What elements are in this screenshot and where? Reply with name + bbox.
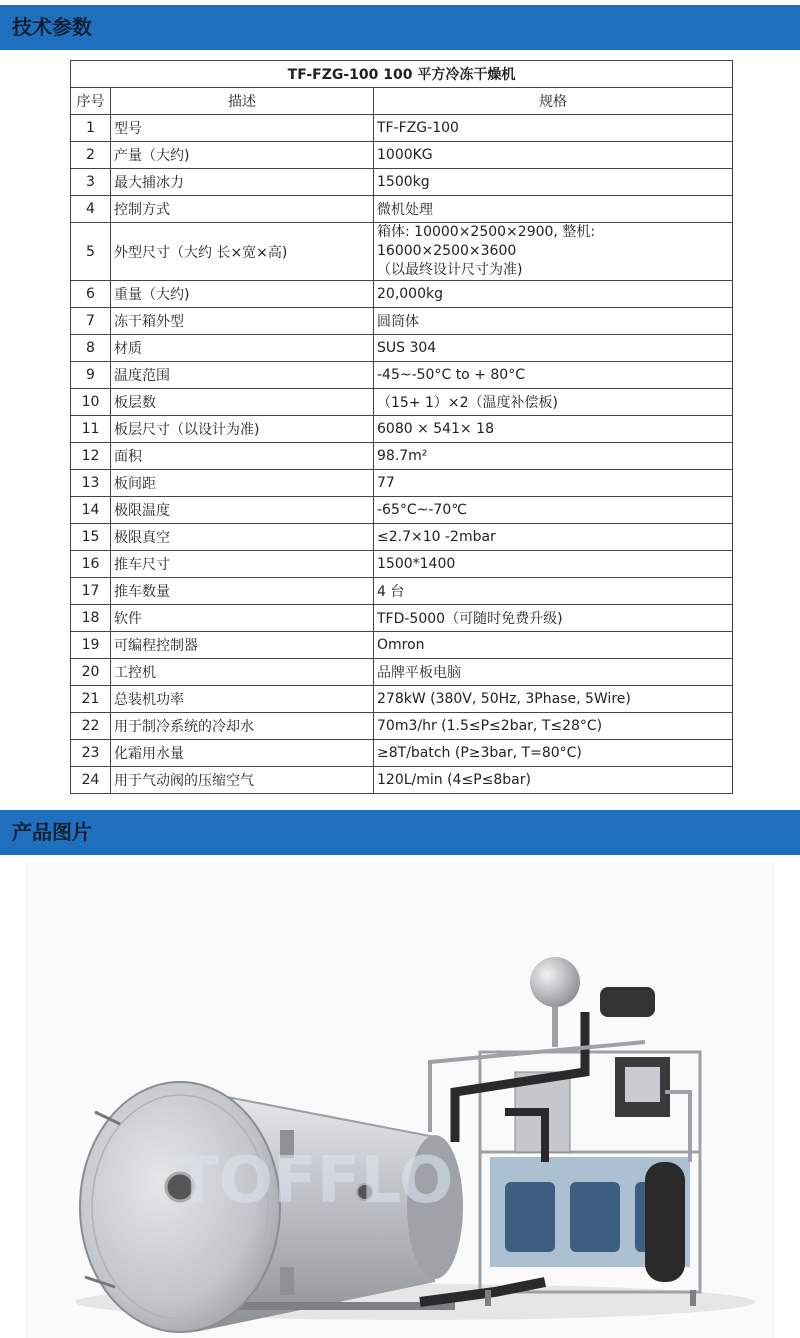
row-description: 用于制冷系统的冷却水	[111, 713, 374, 740]
table-row	[71, 115, 733, 142]
row-number: 12	[71, 443, 111, 470]
row-spec: SUS 304	[374, 335, 733, 362]
row-number: 7	[71, 308, 111, 335]
row-spec: Omron	[374, 632, 733, 659]
row-description: 外型尺寸（大约 长×宽×高)	[111, 223, 374, 281]
row-description: 型号	[111, 115, 374, 142]
row-spec	[374, 223, 733, 281]
table-row	[71, 605, 733, 632]
row-number: 3	[71, 169, 111, 196]
freeze-dryer-illustration	[25, 862, 775, 1338]
row-description: 最大捕冰力	[111, 169, 374, 196]
row-description: 总装机功率	[111, 686, 374, 713]
row-description: 控制方式	[111, 196, 374, 223]
table-row	[71, 524, 733, 551]
row-number: 22	[71, 713, 111, 740]
row-description: 用于气动阀的压缩空气	[111, 767, 374, 794]
row-spec: 77	[374, 470, 733, 497]
row-description: 极限真空	[111, 524, 374, 551]
row-description: 产量（大约)	[111, 142, 374, 169]
table-row	[71, 281, 733, 308]
table-row	[71, 470, 733, 497]
row-spec-line: 箱体: 10000×2500×2900, 整机: 16000×2500×3600	[377, 224, 596, 259]
row-spec: 微机处理	[374, 196, 733, 223]
row-description: 板层数	[111, 389, 374, 416]
row-number: 17	[71, 578, 111, 605]
row-spec: ≥8T/batch (P≥3bar, T=80°C)	[374, 740, 733, 767]
compressor-1	[505, 1182, 555, 1252]
table-row	[71, 308, 733, 335]
row-number: 4	[71, 196, 111, 223]
compressor-2	[570, 1182, 620, 1252]
row-spec-note: （以最终设计尺寸为准)	[377, 262, 523, 278]
row-number: 1	[71, 115, 111, 142]
row-number: 13	[71, 470, 111, 497]
table-row	[71, 740, 733, 767]
row-description: 极限温度	[111, 497, 374, 524]
row-number: 8	[71, 335, 111, 362]
row-number: 23	[71, 740, 111, 767]
row-number: 16	[71, 551, 111, 578]
row-spec: TFD-5000（可随时免费升级)	[374, 605, 733, 632]
row-spec: 20,000kg	[374, 281, 733, 308]
row-description: 推车数量	[111, 578, 374, 605]
table-row	[71, 713, 733, 740]
row-number: 15	[71, 524, 111, 551]
row-spec: 圆筒体	[374, 308, 733, 335]
row-description: 材质	[111, 335, 374, 362]
table-row	[71, 169, 733, 196]
row-number: 21	[71, 686, 111, 713]
row-description: 板层尺寸（以设计为准)	[111, 416, 374, 443]
row-spec: 1500kg	[374, 169, 733, 196]
row-description: 工控机	[111, 659, 374, 686]
product-photo	[25, 862, 775, 1338]
header-desc: 描述	[111, 88, 374, 115]
row-spec: ≤2.7×10 -2mbar	[374, 524, 733, 551]
table-row	[71, 632, 733, 659]
table-row	[71, 578, 733, 605]
row-number: 24	[71, 767, 111, 794]
row-spec: -65°C~-70℃	[374, 497, 733, 524]
section-header-specs	[0, 5, 800, 50]
watermark-logo: TOFFLO	[175, 1144, 454, 1218]
row-description: 面积	[111, 443, 374, 470]
row-description: 重量（大约)	[111, 281, 374, 308]
table-row	[71, 767, 733, 794]
header-no: 序号	[71, 88, 111, 115]
section-title: 技术参数	[12, 15, 92, 39]
receiver-tank	[645, 1162, 685, 1282]
table-row	[71, 142, 733, 169]
row-spec: 98.7m²	[374, 443, 733, 470]
row-spec: 6080 × 541× 18	[374, 416, 733, 443]
table-row	[71, 362, 733, 389]
row-spec: 278kW (380V, 50Hz, 3Phase, 5Wire)	[374, 686, 733, 713]
row-number: 5	[71, 223, 111, 281]
row-number: 18	[71, 605, 111, 632]
row-number: 11	[71, 416, 111, 443]
spec-table	[70, 60, 733, 794]
row-spec: 1000KG	[374, 142, 733, 169]
table-row	[71, 416, 733, 443]
table-row	[71, 497, 733, 524]
row-description: 可编程控制器	[111, 632, 374, 659]
row-spec: -45~-50°C to + 80°C	[374, 362, 733, 389]
row-spec: 70m3/hr (1.5≤P≤2bar, T≤28°C)	[374, 713, 733, 740]
row-number: 6	[71, 281, 111, 308]
header-spec: 规格	[374, 88, 733, 115]
row-spec: （15+ 1）×2（温度补偿板)	[374, 389, 733, 416]
row-spec: 品牌平板电脑	[374, 659, 733, 686]
row-description: 温度范围	[111, 362, 374, 389]
row-spec: 120L/min (4≤P≤8bar)	[374, 767, 733, 794]
table-row	[71, 389, 733, 416]
table-row	[71, 659, 733, 686]
section-title: 产品图片	[12, 820, 92, 844]
row-number: 10	[71, 389, 111, 416]
table-row	[71, 551, 733, 578]
row-description: 推车尺寸	[111, 551, 374, 578]
row-number: 14	[71, 497, 111, 524]
table-row	[71, 223, 733, 281]
table-row	[71, 686, 733, 713]
top-vessel	[530, 957, 580, 1007]
row-spec: 1500*1400	[374, 551, 733, 578]
row-description: 板间距	[111, 470, 374, 497]
table-header-row	[71, 88, 733, 115]
table-row	[71, 443, 733, 470]
table-row	[71, 196, 733, 223]
pump-motor	[600, 987, 655, 1017]
row-description: 软件	[111, 605, 374, 632]
row-description: 冻干箱外型	[111, 308, 374, 335]
row-number: 2	[71, 142, 111, 169]
row-spec: TF-FZG-100	[374, 115, 733, 142]
table-row	[71, 335, 733, 362]
row-number: 9	[71, 362, 111, 389]
row-number: 20	[71, 659, 111, 686]
row-spec: 4 台	[374, 578, 733, 605]
row-description: 化霜用水量	[111, 740, 374, 767]
section-header-photos	[0, 810, 800, 855]
row-number: 19	[71, 632, 111, 659]
table-title: TF-FZG-100 100 平方冷冻干燥机	[71, 61, 733, 88]
